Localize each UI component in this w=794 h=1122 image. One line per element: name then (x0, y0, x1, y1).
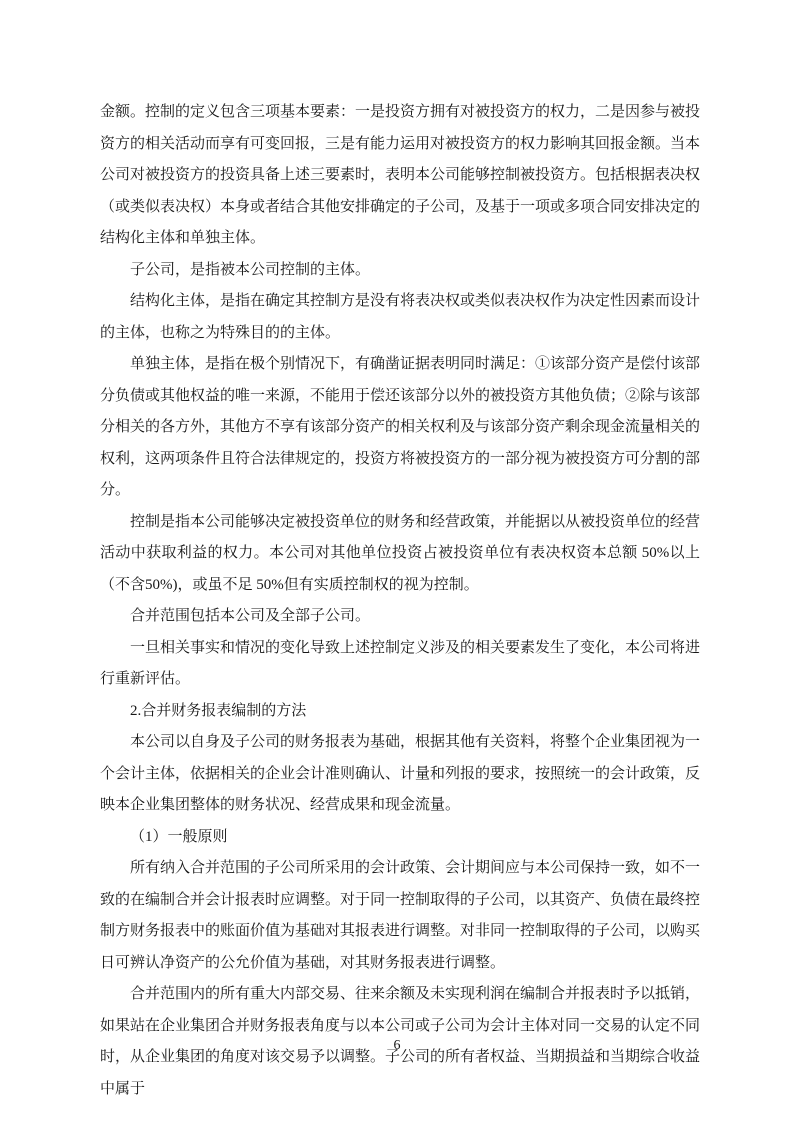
paragraph: 所有纳入合并范围的子公司所采用的会计政策、会计期间应与本公司保持一致，如不一致的在编制合并会计报表时应调整。对于同一控制取得的子公司，以其资产、负债在最终控制方财务报表中的账面价值为基础对其报表进行调整。对非同一控制取得的子公司，以购买日可辨认净资产的公允价值为基础，对其财务报表进行调整。 (100, 860, 701, 971)
paragraph: 子公司，是指被本公司控制的主体。 (130, 261, 371, 278)
paragraph: 控制是指本公司能够决定被投资单位的财务和经营政策，并能据以从被投资单位的经营活动中获取利益的权力。本公司对其他单位投资占被投资单位有表决权资本总额 50%以上（不含50%)，或虽不足 50%但有实质控制权的视为控制。 (100, 513, 701, 593)
subsection-heading: （1）一般原则 (130, 828, 228, 845)
page-number: 6 (393, 1038, 401, 1053)
paragraph: 一旦相关事实和情况的变化导致上述控制定义涉及的相关要素发生了变化，本公司将进行重新评估。 (100, 639, 701, 687)
paragraph: 单独主体，是指在极个别情况下，有确凿证据表明同时满足：①该部分资产是偿付该部分负债或其他权益的唯一来源，不能用于偿还该部分以外的被投资方其他负债；②除与该部分相关的各方外，其他方不享有该部分资产的相关权利及与该部分资产剩余现金流量相关的权利，这两项条件且符合法律规定的，投资方将被投资方的一部分视为被投资方可分割的部分。 (100, 356, 701, 498)
paragraph: 本公司以自身及子公司的财务报表为基础，根据其他有关资料，将整个企业集团视为一个会计主体，依据相关的企业会计准则确认、计量和列报的要求，按照统一的会计政策，反映本企业集团整体的财务状况、经营成果和现金流量。 (100, 734, 701, 813)
document-body (100, 97, 700, 1105)
paragraph: 结构化主体，是指在确定其控制方是没有将表决权或类似表决权作为决定性因素而设计的主体，也称之为特殊目的的主体。 (100, 293, 701, 341)
paragraph-continuation: 金额。控制的定义包含三项基本要素：一是投资方拥有对被投资方的权力，二是因参与被投资方的相关活动而享有可变回报，三是有能力运用对被投资方的权力影响其回报金额。当本公司对被投资方的投资具备上述三要素时，表明本公司能够控制被投资方。包括根据表决权（或类似表决权）本身或者结合其他安排确定的子公司，及基于一项或多项合同安排决定的结构化主体和单独主体。 (100, 104, 701, 246)
paragraph: 合并范围包括本公司及全部子公司。 (130, 608, 371, 624)
section-heading: 2.合并财务报表编制的方法 (130, 702, 307, 719)
paragraph: 合并范围内的所有重大内部交易、往来余额及未实现利润在编制合并报表时予以抵销，如果站在企业集团合并财务报表角度与以本公司或子公司为会计主体对同一交易的认定不同时，从企业集团的角度对该交易予以调整。子公司的所有者权益、当期损益和当期综合收益中属于 (100, 986, 701, 1097)
